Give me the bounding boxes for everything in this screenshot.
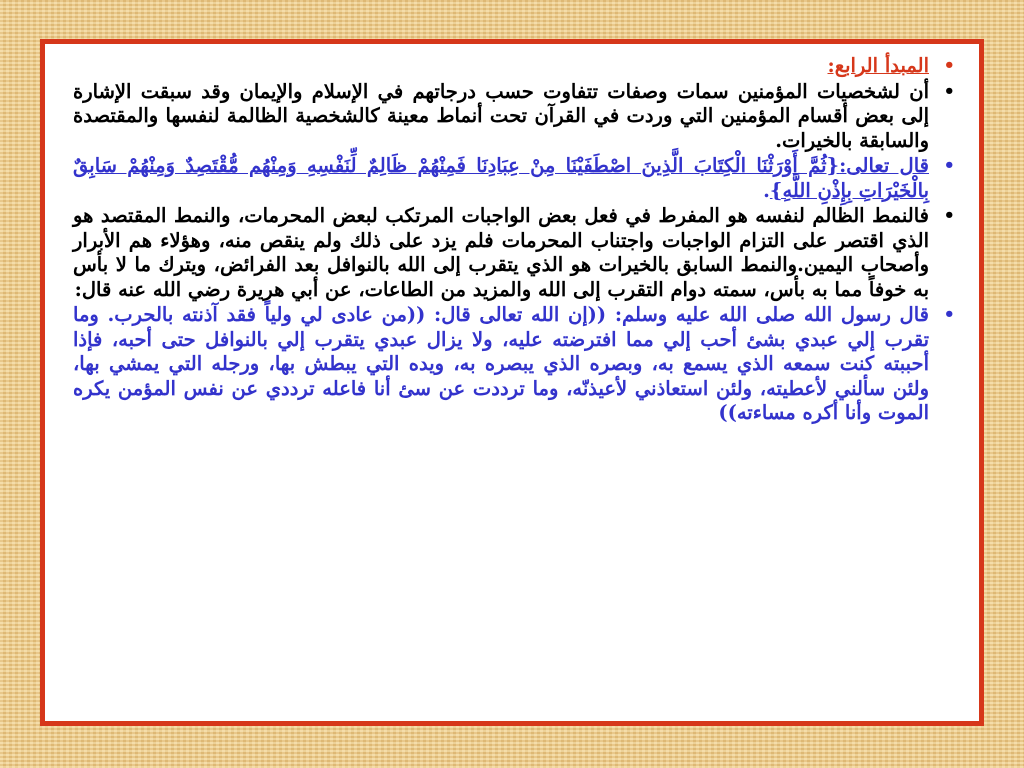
quran-end: .: [763, 178, 770, 202]
quran-intro: قال تعالى:: [839, 154, 929, 177]
slide-frame: [40, 39, 984, 726]
intro-text: أن لشخصيات المؤمنين سمات وصفات تتفاوت حسب درجاتهم في الإسلام والإيمان وقد سبقت الإشارة إلى بعض أقسام المؤمنين التي وردت في القرآن تحت أنماط معينة كالشخصية الظالمة لنفسها والمقتصدة والسابقة بالخيرات.: [73, 79, 929, 152]
intro-paragraph: [73, 80, 957, 154]
bullet-icon: •: [943, 304, 955, 325]
slide-content: [73, 54, 957, 711]
types-paragraph: [73, 204, 957, 302]
bullet-icon: •: [943, 55, 955, 76]
slide-heading: المبدأ الرابع:: [827, 54, 929, 77]
heading-paragraph: [73, 54, 957, 79]
types-text: فالنمط الظالم لنفسه هو المفرط في فعل بعض الواجبات المرتكب لبعض المحرمات، والنمط المقتصد هو الذي اقتصر على التزام الواجبات واجتناب المحرمات فلم يزد على ذلك ولم ينقص منه، وهؤلاء هم الأبرار وأصحاب اليمين.والنمط السابق بالخيرات هو الذي يتقرب إلى الله بالنوافل بعد الفرائض، ويترك ما لا بأس به خوفاً مما به بأس، سمته دوام التقرب إلى الله والمزيد من الطاعات، عن أبي هريرة رضي الله عنه قال:: [73, 204, 929, 301]
quran-paragraph: [73, 154, 957, 203]
hadith-paragraph: [73, 303, 957, 426]
bullet-icon: •: [943, 155, 955, 176]
hadith-text: قال رسول الله صلى الله عليه وسلم: ((إن الله تعالى قال: ((من عادى لي ولياً فقد آذنته بالحرب. وما تقرب إلي عبدي بشئ أحب إلي مما افترضته عليه، ولا يزال عبدي يتقرب إلي بالنوافل حتى أحبه، فإذا أحببته كنت سمعه الذي يسمع به، وبصره الذي يبصره به، ويده التي يبطش بها، ورجله التي يمشي بها، ولئن سألني لأعطيته، ولئن استعاذني لأعيذنّه، وما ترددت عن سئ أنا فاعله ترددي عن نفس المؤمن يكره الموت وأنا أكره مساءته)): [73, 303, 929, 424]
bullet-icon: •: [943, 205, 955, 226]
bullet-icon: •: [943, 80, 955, 102]
quran-verse: {ثُمَّ أَوْرَثْنَا الْكِتَابَ الَّذِينَ اصْطَفَيْنَا مِنْ عِبَادِنَا فَمِنْهُمْ ظَالِمٌ لِّنَفْسِهِ وَمِنْهُم مُّقْتَصِدٌ وَمِنْهُمْ سَابِقٌ بِالْخَيْرَاتِ بِإِذْنِ اللَّهِ}: [73, 154, 929, 202]
